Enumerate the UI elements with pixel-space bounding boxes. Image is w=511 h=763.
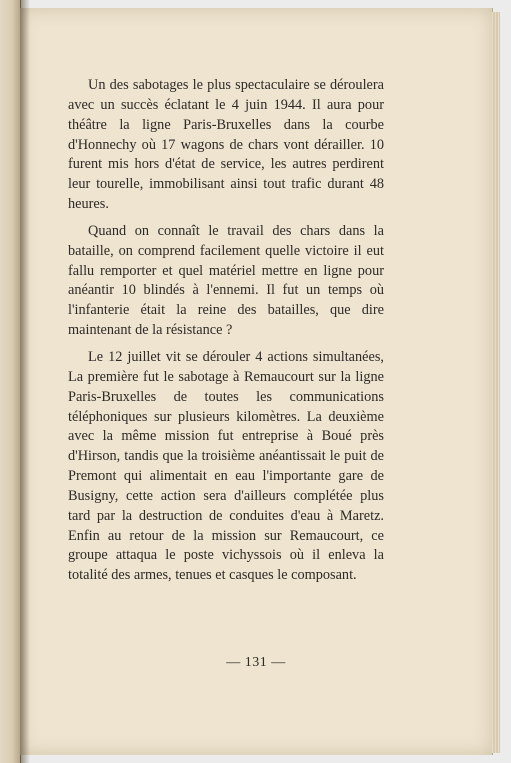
page-stack-edges — [492, 12, 500, 753]
paragraph-2: Quand on connaît le travail des chars dans la bataille, on comprend facilement quelle victoire il eut fallu remporter et quel matériel mettre en ligne pour anéantir 10 blindés à l'ennemi. Il fut un temps où l'infanterie était la reine des batailles, que dire maintenant de la résistance ? — [68, 222, 384, 339]
page-number: — 131 — — [226, 655, 286, 670]
body-text — [68, 76, 384, 586]
gutter-shadow — [20, 0, 30, 763]
previous-page-edge — [0, 0, 21, 763]
paragraph-1: Un des sabotages le plus spectaculaire se déroulera avec un succès éclatant le 4 juin 1944. Il aura pour théâtre la ligne Paris-Bruxelles dans la courbe d'Honnechy où 17 wagons de chars vont dérailler. 10 furent mis hors d'état de service, les autres perdirent leur tourelle, immobilisant ainsi tout trafic durant 48 heures. — [68, 77, 384, 213]
paragraph-3: Le 12 juillet vit se dérouler 4 actions simultanées, La première fut le sabotage à Remaucourt sur la ligne Paris-Bruxelles de toutes les communications téléphoniques sur plusieurs kilomètres. La deuxième avec la même mission fut entreprise à Boué près d'Hirson, tandis que la troisième anéantissait le puit de Premont qui alimentait en eau l'importante gare de Busigny, cette action sera d'ailleurs complétée plus tard par la destruction de conduites d'eau à Maretz. Enfin au retour de la mission sur Remaucourt, ce groupe attaqua le poste vichyssois où il enleva la totalité des armes, tenues et casques le composant. — [68, 348, 384, 584]
